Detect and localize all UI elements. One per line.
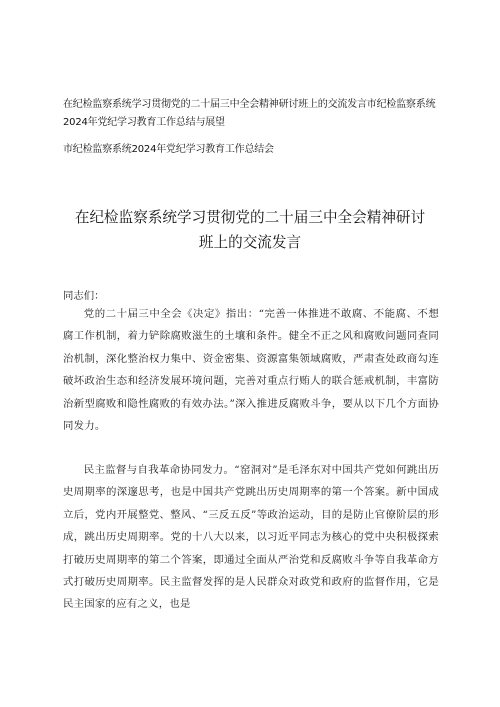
paragraph-intro: 党的二十届三中全会《决定》指出：“完善一体推进不敢腐、不能腐、不想腐工作机制，着力铲除腐败滋生的土壤和条件。健全不正之风和腐败问题同查同治机制，深化整治权力集中、资金密集、资源富集领域腐败，严肃查处政商勾连破坏政治生态和经济发展环境问题，完善对重点行贿人的联合惩戒机制，丰富防治新型腐败和隐性腐败的有效办法。”深入推进反腐败斗争，要从以下几个方面协同发力。 bbox=[63, 308, 439, 433]
paragraph-democratic-supervision: 民主监督与自我革命协同发力。“窑洞对”是毛泽东对中国共产党如何跳出历史周期率的深邃思考，也是中国共产党跳出历史周期率的第一个答案。新中国成立后，党内开展整党、整风、“三反五反”等政治运动，目的是防止官僚阶层的形成，跳出历史周期率。党的十八大以来，以习近平同志为核心的党中央积极探索打破历史周期率的第二个答案，即通过全面从严治党和反腐败斗争等自我革命方式打破历史周期率。民主监督发挥的是人民群众对政党和政府的监督作用，它是民主国家的应有之义，也是 bbox=[63, 464, 439, 611]
cover-title-line-1: 在纪检监察系统学习贯彻党的二十届三中全会精神研讨班上的交流发言市纪检监察系统2024年党纪学习教育工作总结与展望 bbox=[63, 99, 436, 128]
cover-title-line-2: 市纪检监察系统2024年党纪学习教育工作总结会 bbox=[63, 144, 274, 155]
salutation: 同志们： bbox=[63, 290, 105, 302]
article-title-line-1: 在纪检监察系统学习贯彻党的二十届三中全会精神研讨 bbox=[74, 209, 426, 226]
article-title bbox=[60, 205, 440, 255]
article-title-line-2: 班上的交流发言 bbox=[198, 234, 302, 251]
